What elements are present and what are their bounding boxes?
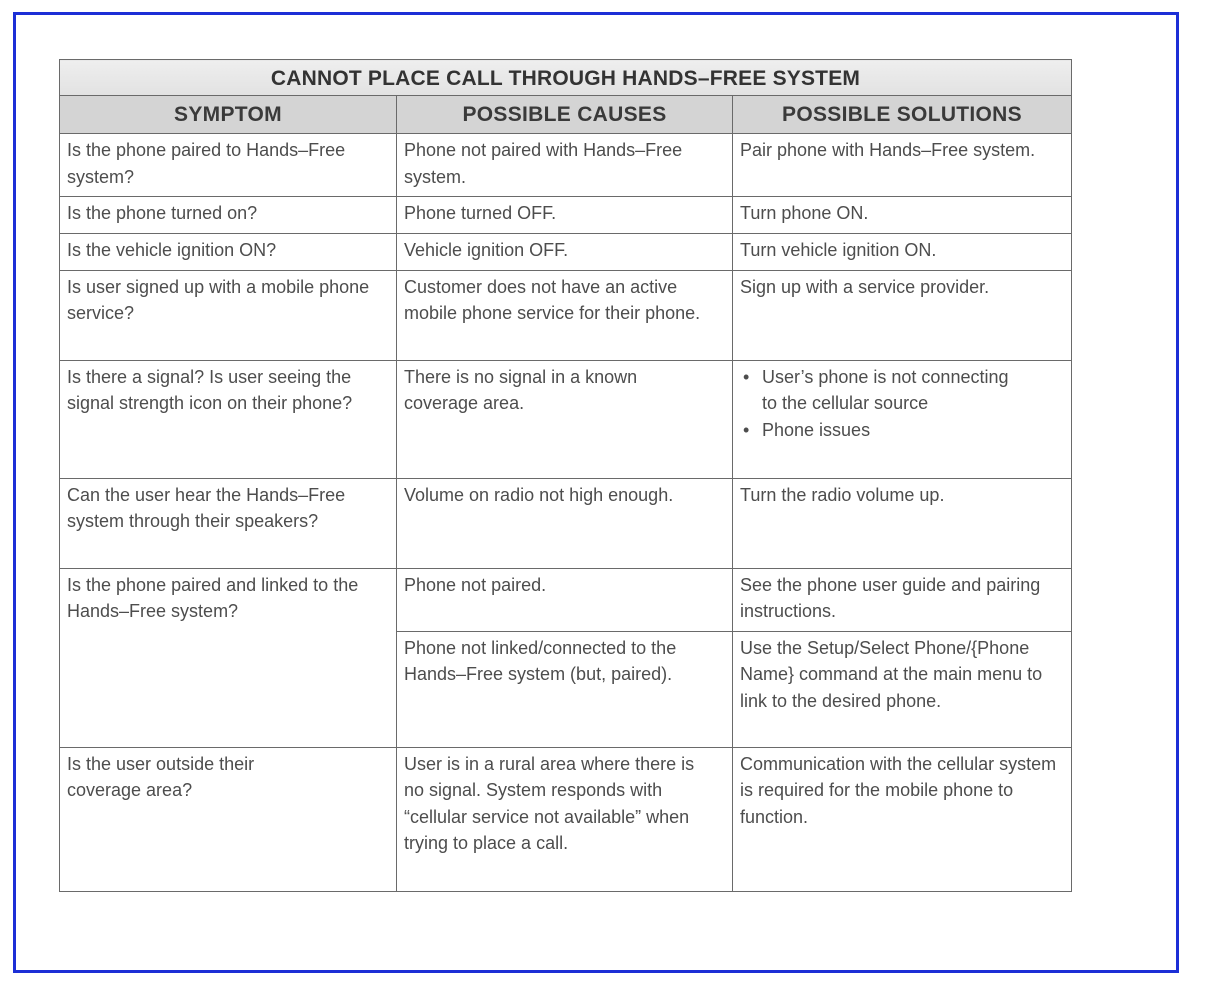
symptom-cell: [60, 234, 397, 271]
symptom-text: Is user signed up with a mobile phone service?: [67, 276, 370, 323]
symptom-cell: [60, 197, 397, 234]
cause-cell: [397, 234, 733, 271]
cause-text: Phone not paired with Hands–Free system.: [404, 140, 683, 187]
solution-bullet-item: [740, 364, 1065, 417]
solution-cell: [733, 478, 1072, 568]
table-row: [60, 747, 1072, 891]
solution-text: See the phone user guide and pairing instructions.: [740, 574, 1041, 621]
table-row: [60, 568, 1072, 631]
symptom-cell: [60, 134, 397, 197]
solution-cell: [733, 234, 1072, 271]
solution-text: Sign up with a service provider.: [740, 276, 990, 297]
solution-bullet-text: Phone issues: [762, 419, 871, 440]
symptom-cell: [60, 360, 397, 478]
solution-text: Communication with the cellular system is required for the mobile phone to function.: [740, 753, 1057, 827]
column-header-symptom: SYMPTOM: [60, 96, 397, 134]
solution-text: Use the Setup/Select Phone/{Phone Name} command at the main menu to link to the desired phone.: [740, 637, 1043, 711]
solution-text: Turn the radio volume up.: [740, 484, 945, 505]
solution-text: Turn phone ON.: [740, 203, 869, 223]
symptom-text: Is the user outside their coverage area?: [67, 753, 255, 800]
solution-text: Turn vehicle ignition ON.: [740, 240, 937, 260]
solution-cell: [733, 747, 1072, 891]
column-header-causes: POSSIBLE CAUSES: [397, 96, 733, 134]
symptom-cell: [60, 478, 397, 568]
column-header-solutions: POSSIBLE SOLUTIONS: [733, 96, 1072, 134]
cause-text: Customer does not have an active mobile phone service for their phone.: [404, 276, 701, 323]
bullet-marker: •: [743, 366, 750, 387]
cause-text: Volume on radio not high enough.: [404, 484, 674, 505]
cause-text: Phone not linked/connected to the Hands–Free system (but, paired).: [404, 637, 677, 684]
table-row: [60, 197, 1072, 234]
symptom-text: Is the phone turned on?: [67, 203, 258, 223]
solution-bullet-text: User’s phone is not connecting to the cellular source: [762, 366, 1009, 413]
solution-cell: [733, 134, 1072, 197]
cause-cell: [397, 270, 733, 360]
cause-cell: [397, 134, 733, 197]
troubleshooting-table: [59, 59, 1072, 892]
symptom-cell: [60, 568, 397, 747]
symptom-text: Is the vehicle ignition ON?: [67, 240, 277, 260]
cause-cell: [397, 360, 733, 478]
solution-bullet-list: [740, 364, 1065, 444]
solution-bullet-item: [740, 417, 1065, 444]
bullet-marker: •: [743, 419, 750, 440]
cause-text: There is no signal in a known coverage area.: [404, 366, 638, 413]
cause-cell: [397, 631, 733, 747]
cause-cell: [397, 478, 733, 568]
table-row: [60, 270, 1072, 360]
cause-cell: [397, 197, 733, 234]
table-row: [60, 234, 1072, 271]
cause-text: User is in a rural area where there is no signal. System responds with “cellular service not available” when trying to place a call.: [404, 753, 695, 853]
symptom-text: Can the user hear the Hands–Free system through their speakers?: [67, 484, 346, 531]
cause-text: Phone turned OFF.: [404, 203, 557, 223]
troubleshooting-document: [59, 59, 1071, 892]
cause-cell: [397, 568, 733, 631]
table-row: [60, 134, 1072, 197]
symptom-cell: [60, 270, 397, 360]
solution-cell: [733, 568, 1072, 631]
table-row: [60, 360, 1072, 478]
solution-cell: [733, 631, 1072, 747]
table-row: [60, 478, 1072, 568]
table-title: CANNOT PLACE CALL THROUGH HANDS–FREE SYSTEM: [60, 60, 1072, 96]
cause-cell: [397, 747, 733, 891]
solution-cell: [733, 270, 1072, 360]
solution-text: Pair phone with Hands–Free system.: [740, 140, 1036, 160]
cause-text: Vehicle ignition OFF.: [404, 240, 569, 260]
symptom-text: Is the phone paired to Hands–Free system?: [67, 140, 346, 187]
solution-cell: [733, 360, 1072, 478]
symptom-cell: [60, 747, 397, 891]
cause-text: Phone not paired.: [404, 574, 547, 595]
symptom-text: Is the phone paired and linked to the Hands–Free system?: [67, 574, 359, 621]
solution-cell: [733, 197, 1072, 234]
symptom-text: Is there a signal? Is user seeing the signal strength icon on their phone?: [67, 366, 353, 413]
